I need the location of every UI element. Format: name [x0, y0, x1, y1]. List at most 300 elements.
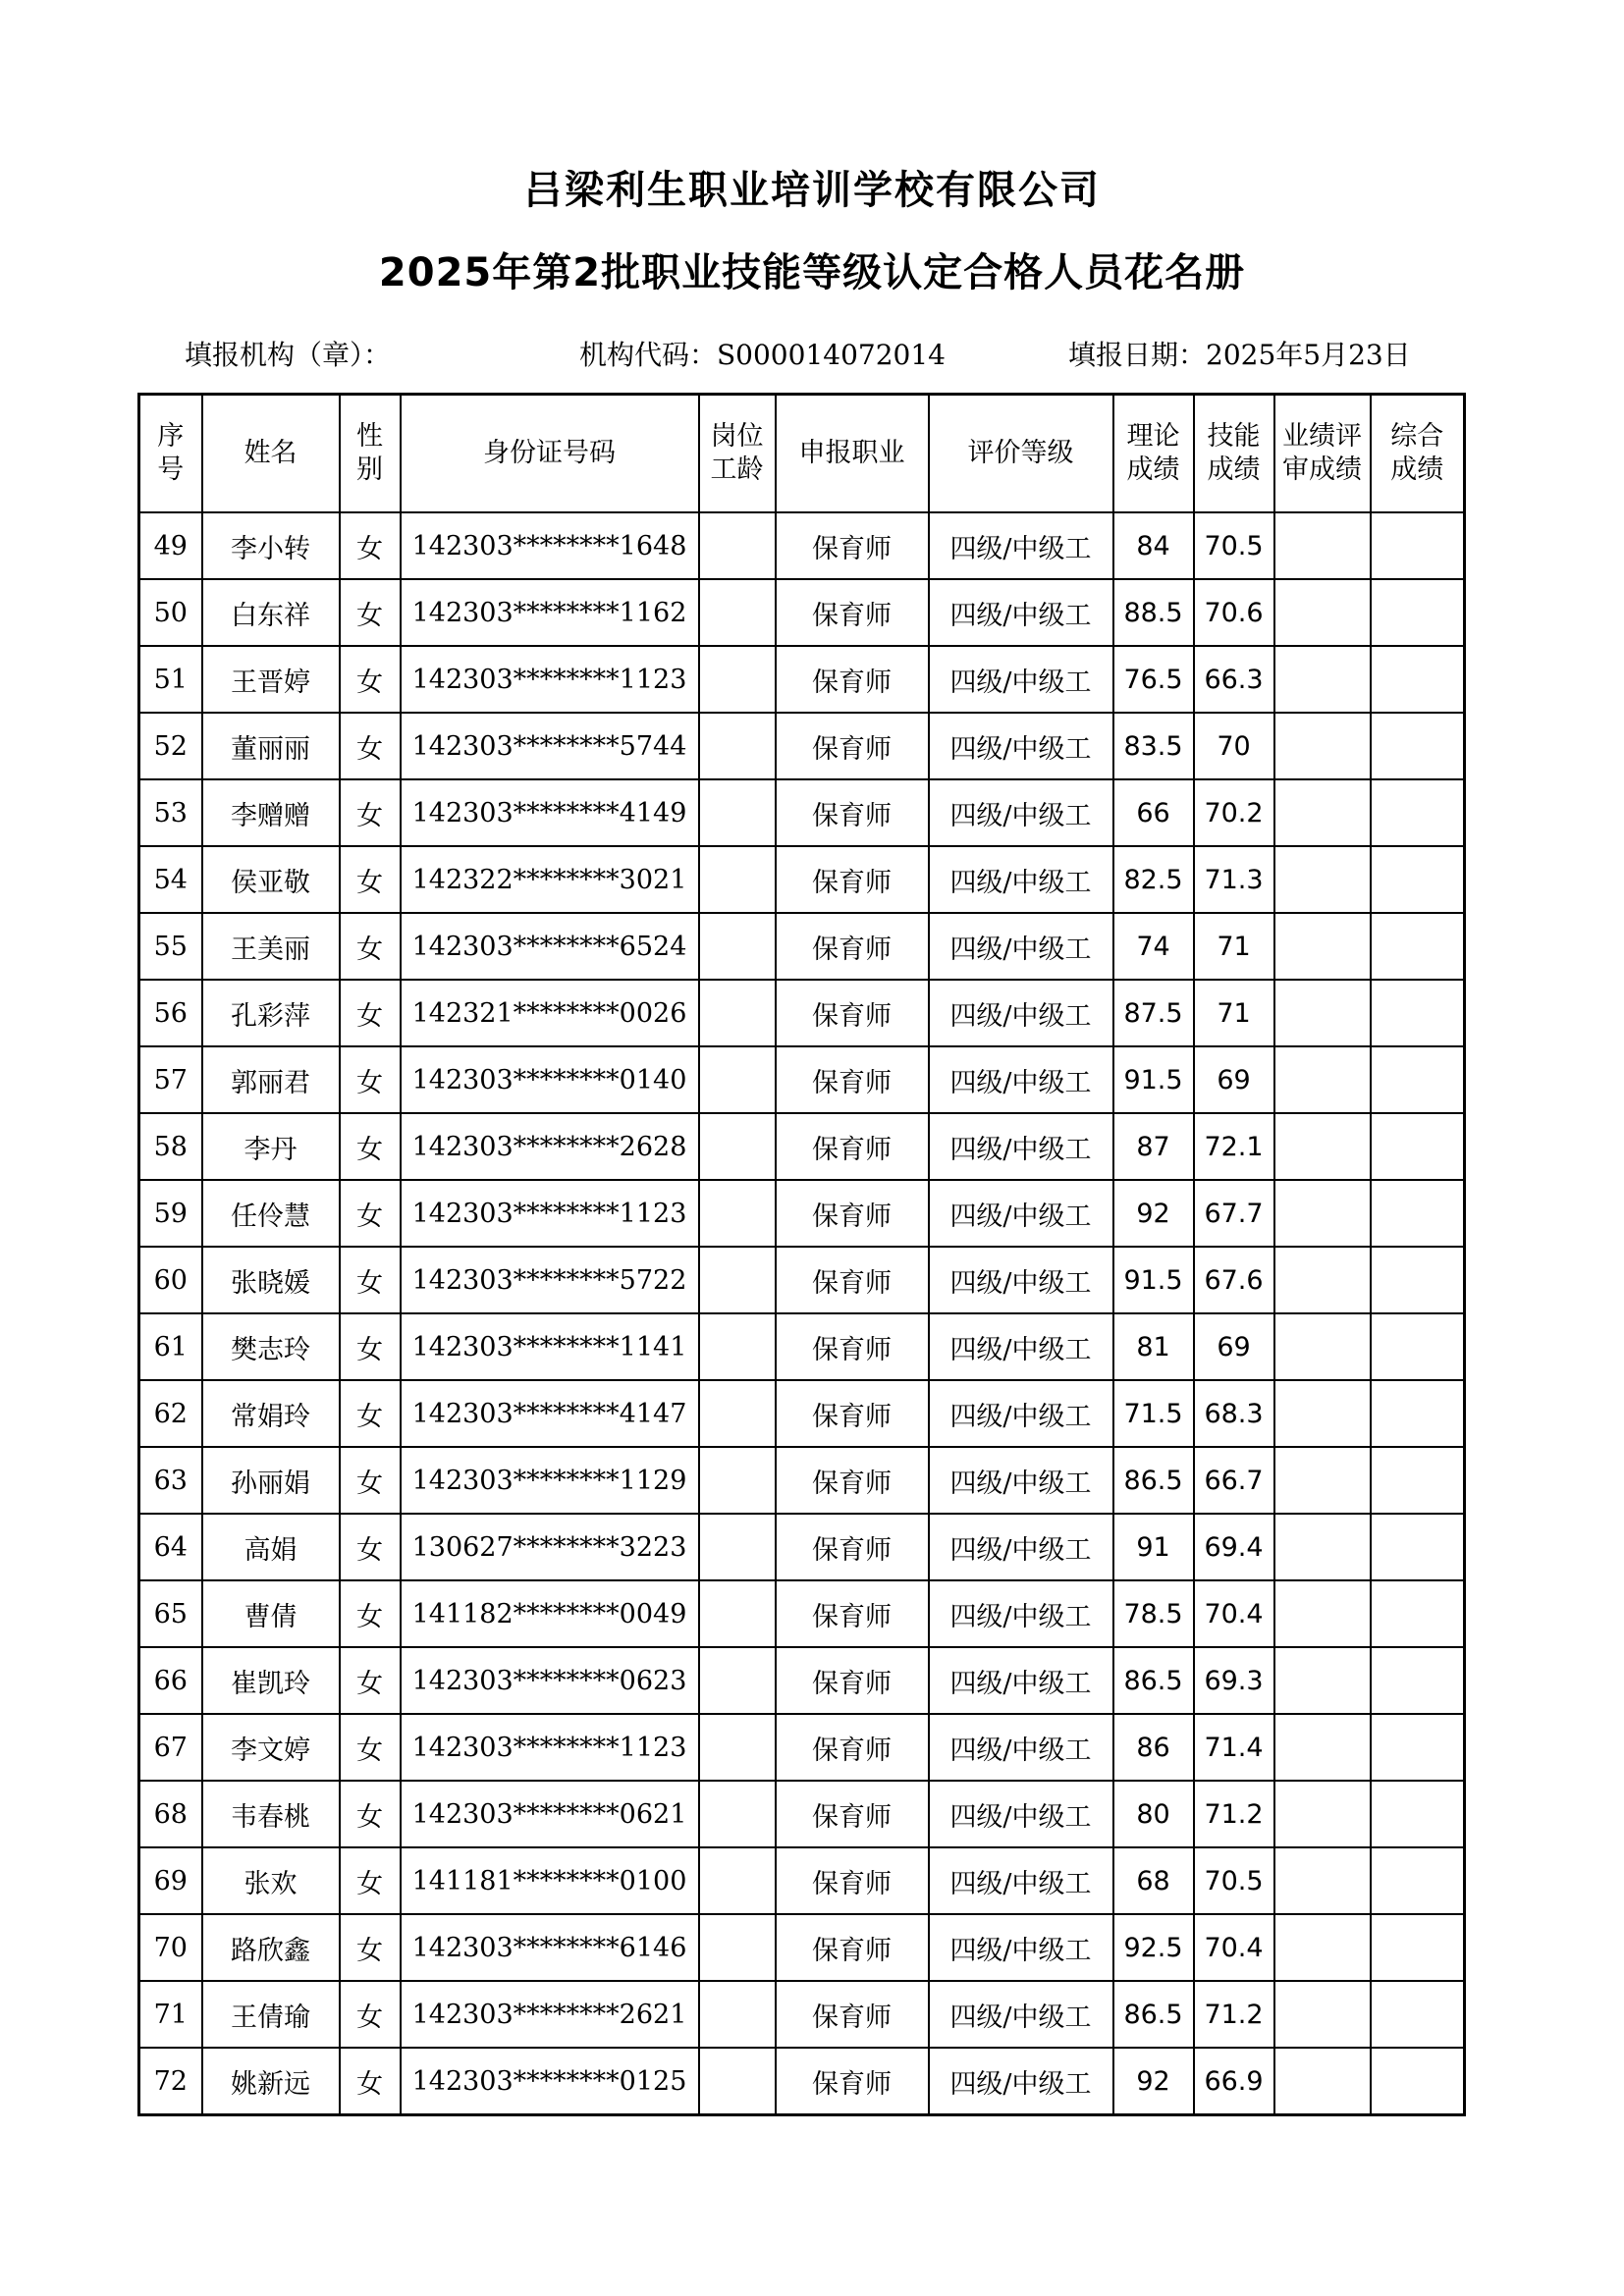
column-header-theory	[1113, 395, 1194, 513]
overall-score-cell	[1371, 1580, 1465, 1647]
person-name-cell: 李赠赠	[202, 779, 340, 846]
gender-cell: 女	[340, 1247, 401, 1313]
overall-score-cell	[1371, 1313, 1465, 1380]
person-name-cell: 董丽丽	[202, 713, 340, 779]
table-row	[139, 1180, 1465, 1247]
id-number-cell: 142303********1129	[401, 1447, 699, 1514]
declared-occupation-cell: 保育师	[776, 2048, 929, 2115]
performance-review-score-cell	[1274, 1647, 1371, 1714]
theory-score-cell: 80	[1113, 1781, 1194, 1847]
declared-occupation-cell: 保育师	[776, 913, 929, 980]
declared-occupation-cell: 保育师	[776, 1046, 929, 1113]
gender-cell: 女	[340, 1113, 401, 1180]
skill-score-cell: 71	[1194, 913, 1274, 980]
declared-occupation-cell: 保育师	[776, 1781, 929, 1847]
table-row	[139, 579, 1465, 646]
evaluation-level-cell: 四级/中级工	[929, 1981, 1113, 2048]
id-number-cell: 142303********6146	[401, 1914, 699, 1981]
column-header-line: 成绩	[1390, 454, 1444, 485]
id-number-cell: 142303********1123	[401, 1180, 699, 1247]
declared-occupation-cell: 保育师	[776, 512, 929, 579]
position-tenure-cell	[699, 1447, 776, 1514]
row-number-cell: 59	[139, 1180, 202, 1247]
overall-score-cell	[1371, 579, 1465, 646]
evaluation-level-cell: 四级/中级工	[929, 2048, 1113, 2115]
performance-review-score-cell	[1274, 2048, 1371, 2115]
row-number-cell: 52	[139, 713, 202, 779]
declared-occupation-cell: 保育师	[776, 579, 929, 646]
skill-score-cell: 72.1	[1194, 1113, 1274, 1180]
row-number-cell: 66	[139, 1647, 202, 1714]
table-row	[139, 1847, 1465, 1914]
table-row	[139, 1981, 1465, 2048]
row-number-cell: 49	[139, 512, 202, 579]
skill-score-cell: 71.4	[1194, 1714, 1274, 1781]
id-number-cell: 142303********1141	[401, 1313, 699, 1380]
row-number-cell: 63	[139, 1447, 202, 1514]
column-header-line: 审成绩	[1282, 454, 1362, 485]
performance-review-score-cell	[1274, 846, 1371, 913]
position-tenure-cell	[699, 2048, 776, 2115]
person-name-cell: 樊志玲	[202, 1313, 340, 1380]
theory-score-cell: 71.5	[1113, 1380, 1194, 1447]
performance-review-score-cell	[1274, 980, 1371, 1046]
table-row	[139, 1447, 1465, 1514]
declared-occupation-cell: 保育师	[776, 1714, 929, 1781]
row-number-cell: 61	[139, 1313, 202, 1380]
row-number-cell: 60	[139, 1247, 202, 1313]
id-number-cell: 130627********3223	[401, 1514, 699, 1580]
row-number-cell: 72	[139, 2048, 202, 2115]
theory-score-cell: 91	[1113, 1514, 1194, 1580]
skill-score-cell: 71.3	[1194, 846, 1274, 913]
id-number-cell: 142303********1123	[401, 646, 699, 713]
table-row	[139, 1647, 1465, 1714]
position-tenure-cell	[699, 713, 776, 779]
theory-score-cell: 83.5	[1113, 713, 1194, 779]
id-number-cell: 142303********0621	[401, 1781, 699, 1847]
gender-cell: 女	[340, 1914, 401, 1981]
performance-review-score-cell	[1274, 713, 1371, 779]
overall-score-cell	[1371, 980, 1465, 1046]
evaluation-level-cell: 四级/中级工	[929, 1514, 1113, 1580]
evaluation-level-cell: 四级/中级工	[929, 980, 1113, 1046]
skill-score-cell: 66.9	[1194, 2048, 1274, 2115]
evaluation-level-cell: 四级/中级工	[929, 1313, 1113, 1380]
column-header-line: 性	[356, 421, 383, 452]
evaluation-level-cell: 四级/中级工	[929, 1247, 1113, 1313]
column-header-line: 申报职业	[798, 438, 905, 468]
evaluation-level-cell: 四级/中级工	[929, 512, 1113, 579]
row-number-cell: 57	[139, 1046, 202, 1113]
column-header-line: 理论	[1126, 421, 1180, 452]
gender-cell: 女	[340, 512, 401, 579]
person-name-cell: 王倩瑜	[202, 1981, 340, 2048]
column-header-line: 评价等级	[967, 438, 1074, 468]
person-name-cell: 曹倩	[202, 1580, 340, 1647]
gender-cell: 女	[340, 1447, 401, 1514]
person-name-cell: 张欢	[202, 1847, 340, 1914]
row-number-cell: 50	[139, 579, 202, 646]
theory-score-cell: 91.5	[1113, 1046, 1194, 1113]
declared-occupation-cell: 保育师	[776, 1380, 929, 1447]
fill-org-label: 填报机构（章）：	[185, 339, 392, 371]
performance-review-score-cell	[1274, 1781, 1371, 1847]
column-header-tenure	[699, 395, 776, 513]
column-header-line: 身份证号码	[483, 438, 616, 468]
declared-occupation-cell: 保育师	[776, 646, 929, 713]
overall-score-cell	[1371, 646, 1465, 713]
theory-score-cell: 84	[1113, 512, 1194, 579]
gender-cell: 女	[340, 1380, 401, 1447]
theory-score-cell: 81	[1113, 1313, 1194, 1380]
skill-score-cell: 67.6	[1194, 1247, 1274, 1313]
theory-score-cell: 78.5	[1113, 1580, 1194, 1647]
theory-score-cell: 86	[1113, 1714, 1194, 1781]
fill-date: 填报日期：2025年5月23日	[1068, 339, 1411, 371]
person-name-cell: 王美丽	[202, 913, 340, 980]
evaluation-level-cell: 四级/中级工	[929, 1180, 1113, 1247]
row-number-cell: 53	[139, 779, 202, 846]
performance-review-score-cell	[1274, 913, 1371, 980]
performance-review-score-cell	[1274, 1447, 1371, 1514]
position-tenure-cell	[699, 1847, 776, 1914]
table-body	[139, 512, 1465, 2115]
evaluation-level-cell: 四级/中级工	[929, 913, 1113, 980]
performance-review-score-cell	[1274, 1113, 1371, 1180]
theory-score-cell: 66	[1113, 779, 1194, 846]
declared-occupation-cell: 保育师	[776, 1113, 929, 1180]
declared-occupation-cell: 保育师	[776, 1313, 929, 1380]
theory-score-cell: 86.5	[1113, 1981, 1194, 2048]
person-name-cell: 李小转	[202, 512, 340, 579]
row-number-cell: 70	[139, 1914, 202, 1981]
skill-score-cell: 68.3	[1194, 1380, 1274, 1447]
performance-review-score-cell	[1274, 1714, 1371, 1781]
position-tenure-cell	[699, 646, 776, 713]
skill-score-cell: 69	[1194, 1313, 1274, 1380]
table-row	[139, 1313, 1465, 1380]
overall-score-cell	[1371, 2048, 1465, 2115]
table-row	[139, 1914, 1465, 1981]
performance-review-score-cell	[1274, 779, 1371, 846]
position-tenure-cell	[699, 1781, 776, 1847]
evaluation-level-cell: 四级/中级工	[929, 1781, 1113, 1847]
table-row	[139, 913, 1465, 980]
row-number-cell: 62	[139, 1380, 202, 1447]
table-row	[139, 1046, 1465, 1113]
table-header-row	[139, 395, 1465, 513]
performance-review-score-cell	[1274, 1914, 1371, 1981]
overall-score-cell	[1371, 1113, 1465, 1180]
person-name-cell: 高娟	[202, 1514, 340, 1580]
skill-score-cell: 70.6	[1194, 579, 1274, 646]
position-tenure-cell	[699, 1046, 776, 1113]
declared-occupation-cell: 保育师	[776, 980, 929, 1046]
gender-cell: 女	[340, 1714, 401, 1781]
position-tenure-cell	[699, 1914, 776, 1981]
overall-score-cell	[1371, 1247, 1465, 1313]
row-number-cell: 71	[139, 1981, 202, 2048]
overall-score-cell	[1371, 1514, 1465, 1580]
person-name-cell: 常娟玲	[202, 1380, 340, 1447]
id-number-cell: 141181********0100	[401, 1847, 699, 1914]
overall-score-cell	[1371, 846, 1465, 913]
column-header-review	[1274, 395, 1371, 513]
person-name-cell: 侯亚敬	[202, 846, 340, 913]
evaluation-level-cell: 四级/中级工	[929, 1580, 1113, 1647]
skill-score-cell: 69.4	[1194, 1514, 1274, 1580]
document-subtitle: 2025年第2批职业技能等级认定合格人员花名册	[378, 250, 1246, 295]
column-header-line: 工龄	[710, 454, 764, 485]
table-row	[139, 779, 1465, 846]
evaluation-level-cell: 四级/中级工	[929, 1714, 1113, 1781]
person-name-cell: 姚新远	[202, 2048, 340, 2115]
position-tenure-cell	[699, 1981, 776, 2048]
id-number-cell: 142303********0140	[401, 1046, 699, 1113]
declared-occupation-cell: 保育师	[776, 1847, 929, 1914]
performance-review-score-cell	[1274, 1380, 1371, 1447]
evaluation-level-cell: 四级/中级工	[929, 713, 1113, 779]
column-header-name	[202, 395, 340, 513]
column-header-no	[139, 395, 202, 513]
gender-cell: 女	[340, 980, 401, 1046]
id-number-cell: 142303********5744	[401, 713, 699, 779]
gender-cell: 女	[340, 1180, 401, 1247]
gender-cell: 女	[340, 846, 401, 913]
table-row	[139, 512, 1465, 579]
row-number-cell: 54	[139, 846, 202, 913]
position-tenure-cell	[699, 1647, 776, 1714]
gender-cell: 女	[340, 779, 401, 846]
declared-occupation-cell: 保育师	[776, 1247, 929, 1313]
person-name-cell: 王晋婷	[202, 646, 340, 713]
gender-cell: 女	[340, 1981, 401, 2048]
table-row	[139, 1781, 1465, 1847]
declared-occupation-cell: 保育师	[776, 1447, 929, 1514]
overall-score-cell	[1371, 1914, 1465, 1981]
overall-score-cell	[1371, 1647, 1465, 1714]
declared-occupation-cell: 保育师	[776, 846, 929, 913]
overall-score-cell	[1371, 779, 1465, 846]
performance-review-score-cell	[1274, 1981, 1371, 2048]
skill-score-cell: 69	[1194, 1046, 1274, 1113]
theory-score-cell: 91.5	[1113, 1247, 1194, 1313]
person-name-cell: 任伶慧	[202, 1180, 340, 1247]
skill-score-cell: 70.5	[1194, 512, 1274, 579]
person-name-cell: 李文婷	[202, 1714, 340, 1781]
declared-occupation-cell: 保育师	[776, 1514, 929, 1580]
person-name-cell: 韦春桃	[202, 1781, 340, 1847]
performance-review-score-cell	[1274, 512, 1371, 579]
gender-cell: 女	[340, 1781, 401, 1847]
skill-score-cell: 71	[1194, 980, 1274, 1046]
table-row	[139, 646, 1465, 713]
id-number-cell: 141182********0049	[401, 1580, 699, 1647]
position-tenure-cell	[699, 1714, 776, 1781]
performance-review-score-cell	[1274, 1514, 1371, 1580]
gender-cell: 女	[340, 1580, 401, 1647]
table-row	[139, 1580, 1465, 1647]
evaluation-level-cell: 四级/中级工	[929, 1113, 1113, 1180]
declared-occupation-cell: 保育师	[776, 1580, 929, 1647]
skill-score-cell: 70	[1194, 713, 1274, 779]
evaluation-level-cell: 四级/中级工	[929, 579, 1113, 646]
skill-score-cell: 66.7	[1194, 1447, 1274, 1514]
table-row	[139, 1514, 1465, 1580]
overall-score-cell	[1371, 913, 1465, 980]
org-code: 机构代码：S000014072014	[579, 339, 946, 371]
gender-cell: 女	[340, 713, 401, 779]
theory-score-cell: 92	[1113, 2048, 1194, 2115]
overall-score-cell	[1371, 1380, 1465, 1447]
table-row	[139, 713, 1465, 779]
evaluation-level-cell: 四级/中级工	[929, 1847, 1113, 1914]
gender-cell: 女	[340, 913, 401, 980]
gender-cell: 女	[340, 579, 401, 646]
position-tenure-cell	[699, 779, 776, 846]
id-number-cell: 142303********5722	[401, 1247, 699, 1313]
person-name-cell: 白东祥	[202, 579, 340, 646]
row-number-cell: 51	[139, 646, 202, 713]
id-number-cell: 142303********4149	[401, 779, 699, 846]
column-header-line: 技能	[1207, 421, 1261, 452]
id-number-cell: 142303********2628	[401, 1113, 699, 1180]
gender-cell: 女	[340, 646, 401, 713]
skill-score-cell: 71.2	[1194, 1781, 1274, 1847]
roster-table	[137, 393, 1466, 2116]
person-name-cell: 孔彩萍	[202, 980, 340, 1046]
theory-score-cell: 74	[1113, 913, 1194, 980]
evaluation-level-cell: 四级/中级工	[929, 779, 1113, 846]
table-row	[139, 1714, 1465, 1781]
table-row	[139, 1247, 1465, 1313]
declared-occupation-cell: 保育师	[776, 1981, 929, 2048]
table-row	[139, 1113, 1465, 1180]
evaluation-level-cell: 四级/中级工	[929, 1447, 1113, 1514]
overall-score-cell	[1371, 1447, 1465, 1514]
position-tenure-cell	[699, 1313, 776, 1380]
id-number-cell: 142322********3021	[401, 846, 699, 913]
performance-review-score-cell	[1274, 646, 1371, 713]
position-tenure-cell	[699, 980, 776, 1046]
position-tenure-cell	[699, 1247, 776, 1313]
evaluation-level-cell: 四级/中级工	[929, 1914, 1113, 1981]
theory-score-cell: 92.5	[1113, 1914, 1194, 1981]
table-row	[139, 846, 1465, 913]
table-row	[139, 1380, 1465, 1447]
id-number-cell: 142303********4147	[401, 1380, 699, 1447]
declared-occupation-cell: 保育师	[776, 1914, 929, 1981]
skill-score-cell: 69.3	[1194, 1647, 1274, 1714]
gender-cell: 女	[340, 1046, 401, 1113]
position-tenure-cell	[699, 846, 776, 913]
overall-score-cell	[1371, 1714, 1465, 1781]
table-row	[139, 2048, 1465, 2115]
column-header-gender	[340, 395, 401, 513]
skill-score-cell: 70.2	[1194, 779, 1274, 846]
position-tenure-cell	[699, 1380, 776, 1447]
position-tenure-cell	[699, 512, 776, 579]
column-header-line: 综合	[1390, 421, 1444, 452]
id-number-cell: 142303********2621	[401, 1981, 699, 2048]
gender-cell: 女	[340, 1847, 401, 1914]
skill-score-cell: 70.4	[1194, 1580, 1274, 1647]
gender-cell: 女	[340, 1514, 401, 1580]
skill-score-cell: 66.3	[1194, 646, 1274, 713]
id-number-cell: 142321********0026	[401, 980, 699, 1046]
id-number-cell: 142303********0125	[401, 2048, 699, 2115]
position-tenure-cell	[699, 1180, 776, 1247]
row-number-cell: 58	[139, 1113, 202, 1180]
row-number-cell: 67	[139, 1714, 202, 1781]
evaluation-level-cell: 四级/中级工	[929, 1046, 1113, 1113]
id-number-cell: 142303********0623	[401, 1647, 699, 1714]
row-number-cell: 56	[139, 980, 202, 1046]
overall-score-cell	[1371, 1180, 1465, 1247]
theory-score-cell: 88.5	[1113, 579, 1194, 646]
performance-review-score-cell	[1274, 1046, 1371, 1113]
gender-cell: 女	[340, 1647, 401, 1714]
theory-score-cell: 87.5	[1113, 980, 1194, 1046]
declared-occupation-cell: 保育师	[776, 779, 929, 846]
position-tenure-cell	[699, 1580, 776, 1647]
evaluation-level-cell: 四级/中级工	[929, 1647, 1113, 1714]
theory-score-cell: 86.5	[1113, 1447, 1194, 1514]
column-header-line: 成绩	[1207, 454, 1261, 485]
declared-occupation-cell: 保育师	[776, 1180, 929, 1247]
evaluation-level-cell: 四级/中级工	[929, 846, 1113, 913]
column-header-skill	[1194, 395, 1274, 513]
id-number-cell: 142303********6524	[401, 913, 699, 980]
person-name-cell: 崔凯玲	[202, 1647, 340, 1714]
row-number-cell: 55	[139, 913, 202, 980]
overall-score-cell	[1371, 713, 1465, 779]
overall-score-cell	[1371, 1781, 1465, 1847]
position-tenure-cell	[699, 1113, 776, 1180]
id-number-cell: 142303********1648	[401, 512, 699, 579]
evaluation-level-cell: 四级/中级工	[929, 1380, 1113, 1447]
overall-score-cell	[1371, 1046, 1465, 1113]
performance-review-score-cell	[1274, 1313, 1371, 1380]
column-header-line: 号	[157, 454, 185, 485]
column-header-id	[401, 395, 699, 513]
overall-score-cell	[1371, 1981, 1465, 2048]
column-header-line: 成绩	[1126, 454, 1180, 485]
performance-review-score-cell	[1274, 1580, 1371, 1647]
person-name-cell: 郭丽君	[202, 1046, 340, 1113]
overall-score-cell	[1371, 1847, 1465, 1914]
document-title: 吕梁利生职业培训学校有限公司	[523, 168, 1101, 213]
column-header-level	[929, 395, 1113, 513]
row-number-cell: 69	[139, 1847, 202, 1914]
declared-occupation-cell: 保育师	[776, 713, 929, 779]
table-row	[139, 980, 1465, 1046]
skill-score-cell: 70.5	[1194, 1847, 1274, 1914]
theory-score-cell: 86.5	[1113, 1647, 1194, 1714]
column-header-line: 别	[356, 454, 383, 485]
performance-review-score-cell	[1274, 1847, 1371, 1914]
skill-score-cell: 71.2	[1194, 1981, 1274, 2048]
theory-score-cell: 82.5	[1113, 846, 1194, 913]
id-number-cell: 142303********1162	[401, 579, 699, 646]
person-name-cell: 路欣鑫	[202, 1914, 340, 1981]
position-tenure-cell	[699, 1514, 776, 1580]
row-number-cell: 64	[139, 1514, 202, 1580]
gender-cell: 女	[340, 1313, 401, 1380]
column-header-line: 业绩评	[1282, 421, 1362, 452]
position-tenure-cell	[699, 913, 776, 980]
